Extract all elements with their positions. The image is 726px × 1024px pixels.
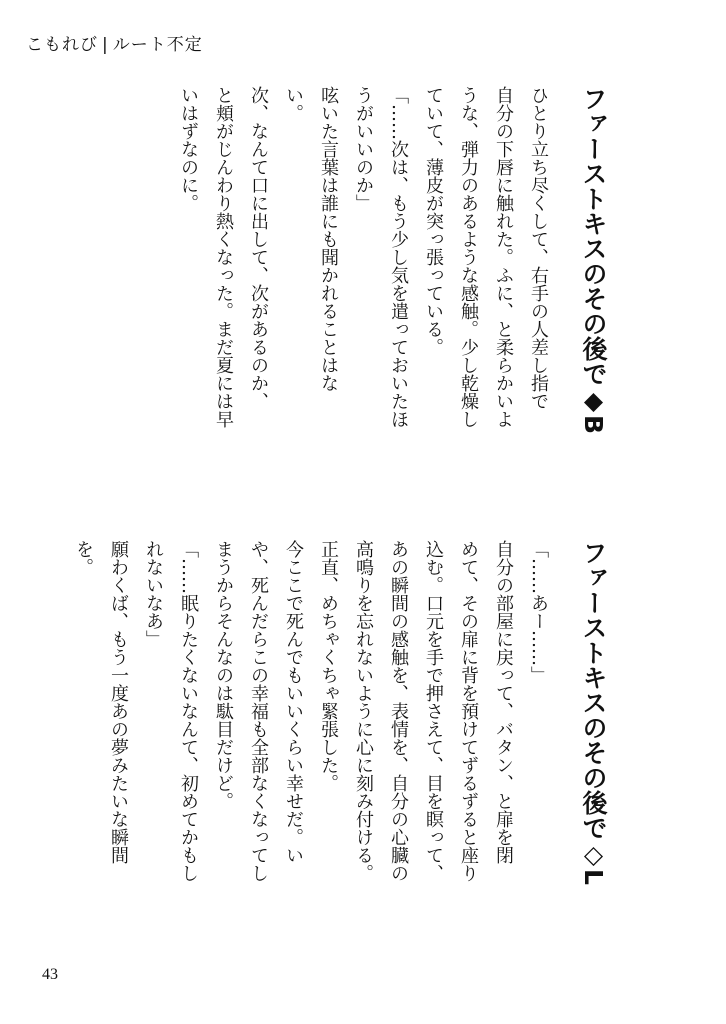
text-column: を。: [73, 540, 94, 576]
text-column: い。: [283, 86, 304, 122]
header-separator: |: [102, 35, 109, 55]
text-column: 次、なんて口に出して、次があるのか、: [248, 86, 269, 410]
text-column: れないなあ」: [143, 540, 164, 648]
text-column: まうからそんなのは駄目だけど。: [213, 540, 234, 810]
text-column: 「……次は、もう少し気を遣っておいたほ: [388, 86, 409, 428]
text-column: ひとり立ち尽くして、右手の人差し指で: [528, 86, 549, 410]
section-b: [171, 86, 608, 526]
section-heading: ファーストキスのその後で◆B: [579, 86, 608, 435]
page-number: 43: [42, 966, 58, 983]
text-column: うな、弾力のあるような感触。少し乾燥し: [458, 86, 479, 428]
running-header: [26, 30, 203, 55]
text-column: ていて、薄皮が突っ張っている。: [423, 86, 444, 356]
text-column: 自分の下唇に触れた。ふに、と柔らかいよ: [493, 86, 514, 428]
text-column: 「……あー……」: [528, 540, 549, 684]
text-column: あの瞬間の感触を、表情を、自分の心臓の: [388, 540, 409, 882]
text-column: めて、その扉に背を預けてずるずると座り: [458, 540, 479, 882]
text-column: うがいいのか」: [353, 86, 374, 212]
text-column: 「……眠りたくないなんて、初めてかもし: [178, 540, 199, 882]
text-column: いはずなのに。: [178, 86, 199, 212]
text-column: や、死んだらこの幸福も全部なくなってし: [248, 540, 269, 882]
text-column: 高鳴りを忘れないように心に刻み付ける。: [353, 540, 374, 882]
text-column: 込む。口元を手で押さえて、目を瞑って、: [423, 540, 444, 882]
text-column: 願わくば、もう一度あの夢みたいな瞬間: [108, 540, 129, 864]
section-heading: ファーストキスのその後で◇L: [579, 540, 608, 885]
section-l: [66, 540, 608, 960]
text-column: 呟いた言葉は誰にも聞かれることはな: [318, 86, 339, 392]
series-title: こもれび: [26, 35, 98, 55]
text-column: 自分の部屋に戻って、バタン、と扉を閉: [493, 540, 514, 864]
text-column: 今ここで死んでもいいくらい幸せだ。い: [283, 540, 304, 864]
text-column: 正直、めちゃくちゃ緊張した。: [318, 540, 339, 792]
text-column: と頬がじんわり熱くなった。まだ夏には早: [213, 86, 234, 428]
chapter-subtitle: ルート不定: [112, 35, 203, 55]
